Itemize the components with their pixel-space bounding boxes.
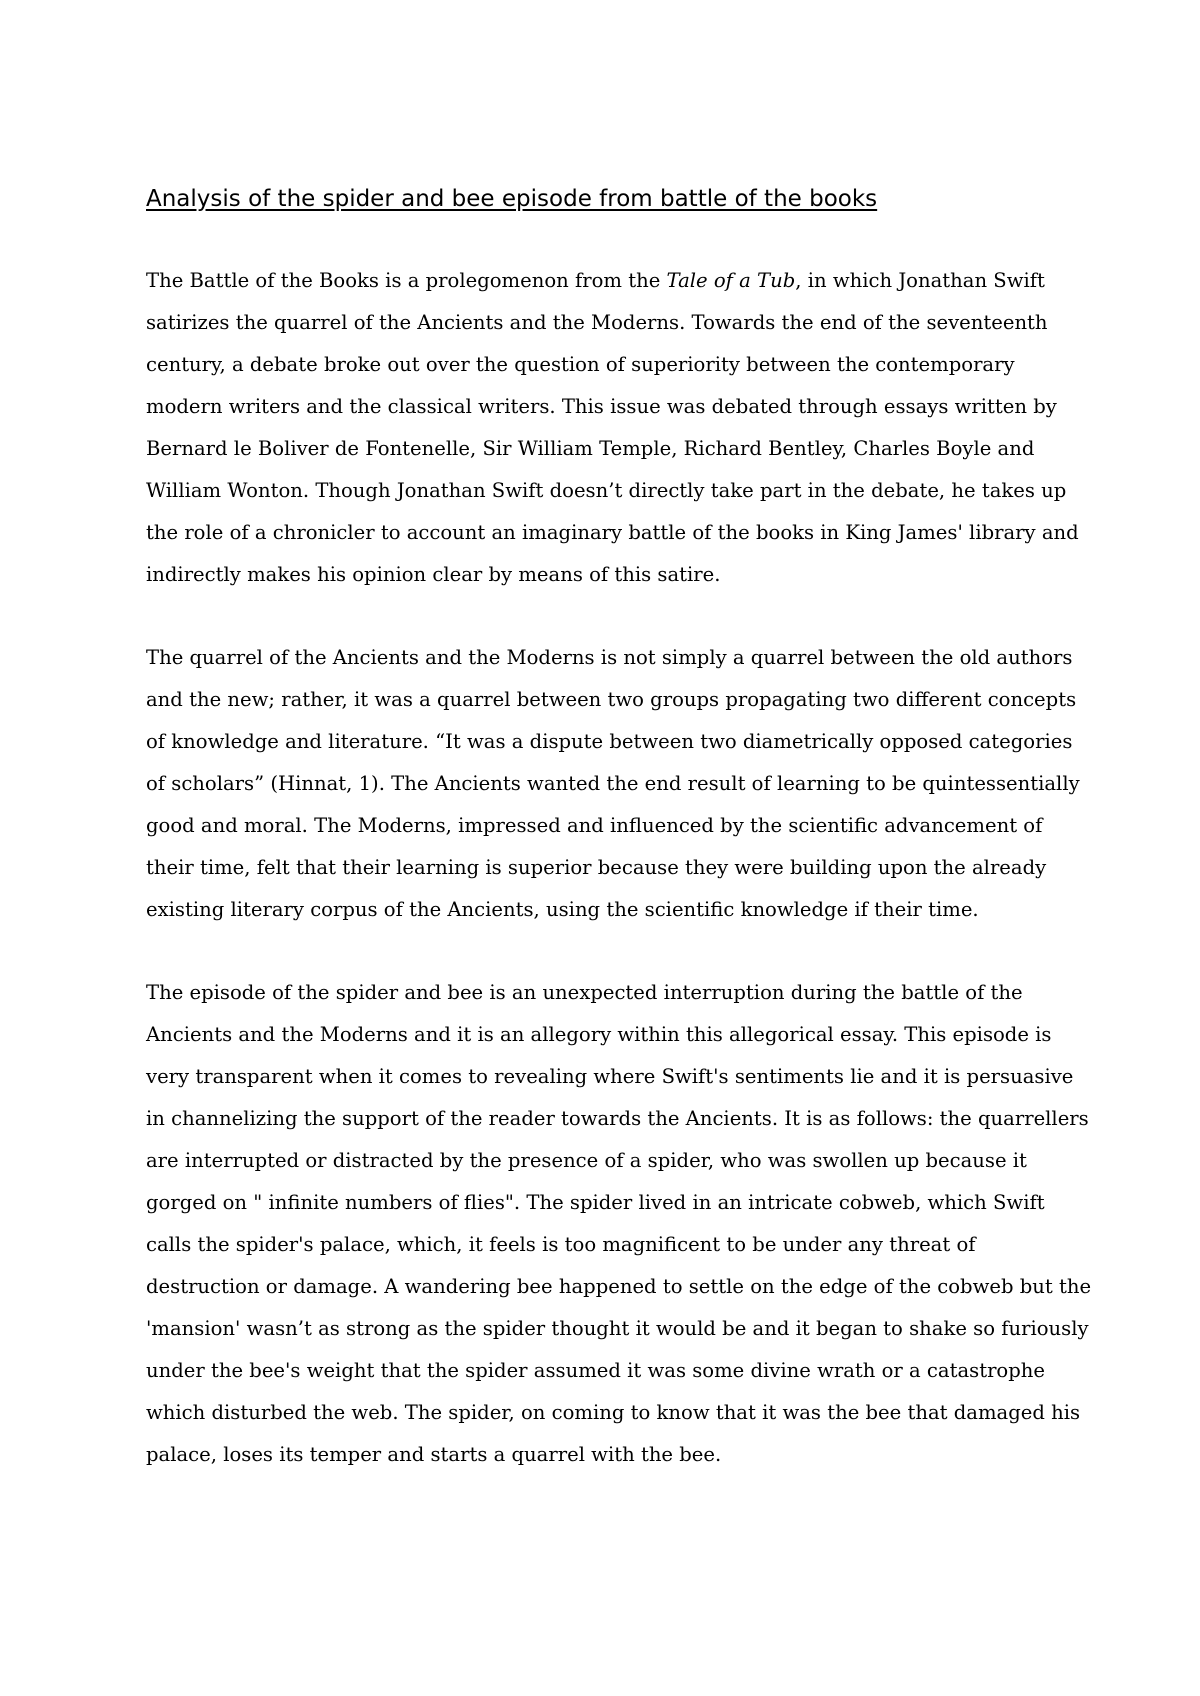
text-line [146,1434,1076,1476]
text-line [146,1266,1092,1308]
text-line [146,428,1076,470]
text-line [146,847,1076,889]
text-segment: are interrupted or distracted by the presence of a spider, who was swollen up because it [146,1149,1027,1172]
text-segment: calls the spider's palace, which, it feels is too magnificent to be under any threat of [146,1233,976,1256]
text-segment: the role of a chronicler to account an imaginary battle of the books in King James' library and [146,521,1079,544]
text-line [146,805,1076,847]
text-segment: William Wonton. Though Jonathan Swift doesn’t directly take part in the debate, he takes up [146,479,1067,502]
text-line [146,470,1076,512]
text-segment: very transparent when it comes to revealing where Swift's sentiments lie and it is persuasive [146,1065,1074,1088]
text-segment: good and moral. The Moderns, impressed and influenced by the scientific advancement of [146,814,1043,837]
text-segment: under the bee's weight that the spider assumed it was some divine wrath or a catastrophe [146,1359,1045,1382]
text-line [146,1182,1076,1224]
paragraph-2 [146,637,1080,931]
text-segment: palace, loses its temper and starts a quarrel with the bee. [146,1443,722,1466]
text-segment: of scholars” (Hinnat, 1). The Ancients wanted the end result of learning to be quintessentially [146,772,1080,795]
text-line [146,1350,1076,1392]
text-line [146,1098,1089,1140]
text-segment: and the new; rather, it was a quarrel between two groups propagating two different concepts [146,688,1077,711]
text-segment: Bernard le Boliver de Fontenelle, Sir William Temple, Richard Bentley, Charles Boyle and [146,437,1035,460]
text-line [146,1140,1076,1182]
text-line [146,1056,1076,1098]
text-line [146,721,1076,763]
text-segment: modern writers and the classical writers. This issue was debated through essays written by [146,395,1057,418]
text-line [146,344,1076,386]
text-segment: their time, felt that their learning is superior because they were building upon the already [146,856,1047,879]
text-segment: destruction or damage. A wandering bee happened to settle on the edge of the cobweb but the [146,1275,1092,1298]
text-segment: satirizes the quarrel of the Ancients and the Moderns. Towards the end of the seventeenth [146,311,1048,334]
text-segment: century, a debate broke out over the question of superiority between the contemporary [146,353,1015,376]
text-line [146,1308,1089,1350]
text-segment: Ancients and the Moderns and it is an allegory within this allegorical essay. This episode is [146,1023,1052,1046]
text-line [146,889,1076,931]
text-segment: 'mansion' wasn’t as strong as the spider thought it would be and it began to shake so furiously [146,1317,1089,1340]
italic-title: Tale of a Tub [666,269,796,292]
paragraph-1 [146,260,1079,596]
text-segment: The quarrel of the Ancients and the Moderns is not simply a quarrel between the old authors [146,646,1073,669]
text-segment: of knowledge and literature. “It was a dispute between two diametrically opposed categories [146,730,1073,753]
text-segment: indirectly makes his opinion clear by means of this satire. [146,563,721,586]
text-segment: in channelizing the support of the reader towards the Ancients. It is as follows: the quarrellers [146,1107,1089,1130]
text-line [146,554,1076,596]
document-title: Analysis of the spider and bee episode from battle of the books [146,186,878,212]
text-line [146,637,1076,679]
text-line [146,972,1076,1014]
paragraph-3 [146,972,1092,1476]
text-line [146,512,1079,554]
text-line [146,260,1076,302]
text-segment: , in which Jonathan Swift [795,269,1045,292]
text-segment: The episode of the spider and bee is an unexpected interruption during the battle of the [146,981,1023,1004]
text-segment: The Battle of the Books is a prolegomenon from the [146,269,667,292]
text-line [146,1224,1076,1266]
text-line [146,1392,1081,1434]
text-segment: gorged on " infinite numbers of flies". The spider lived in an intricate cobweb, which Swift [146,1191,1045,1214]
text-segment: which disturbed the web. The spider, on coming to know that it was the bee that damaged his [146,1401,1081,1424]
text-line [146,679,1076,721]
text-segment: existing literary corpus of the Ancients, using the scientific knowledge if their time. [146,898,979,921]
text-line [146,386,1076,428]
text-line [146,763,1080,805]
text-line [146,1014,1076,1056]
text-line [146,302,1076,344]
